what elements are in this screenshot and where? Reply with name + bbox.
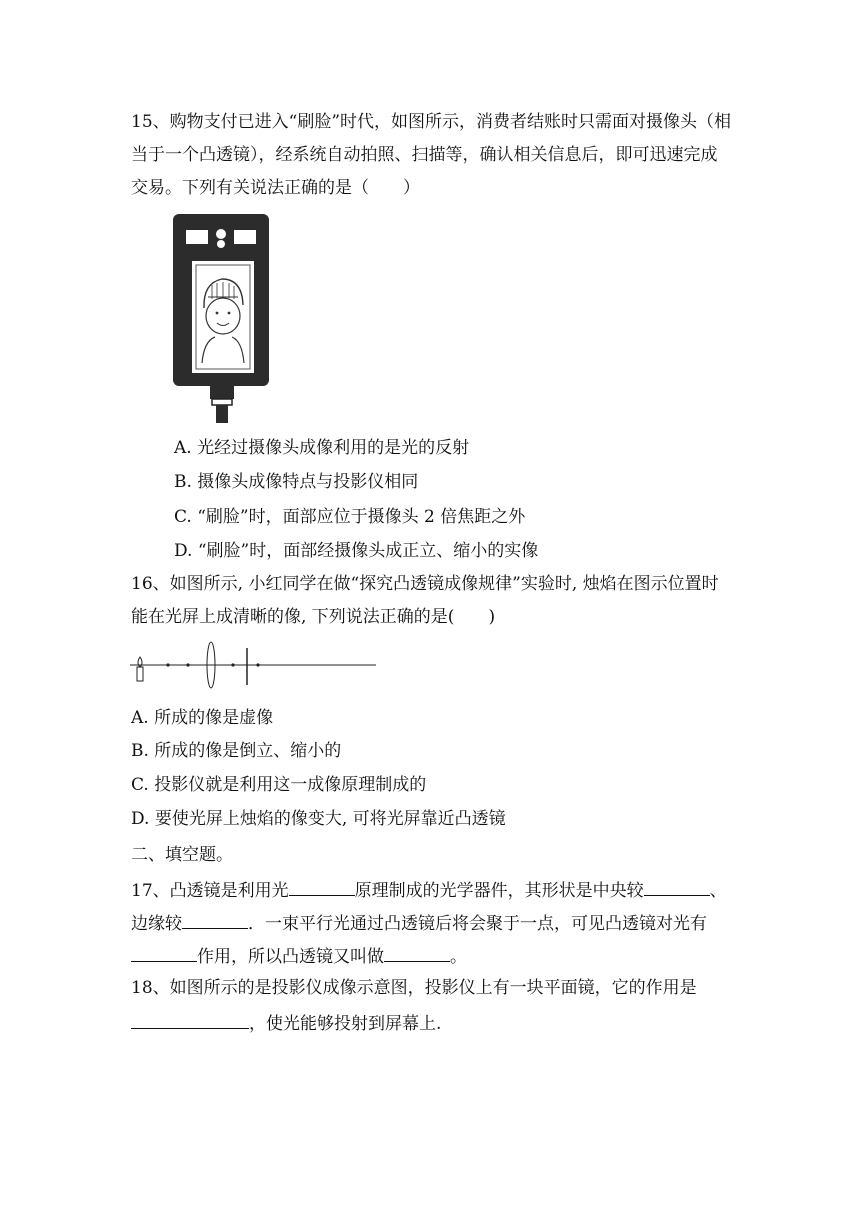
section-heading: 二、填空题。 (131, 845, 233, 865)
q15-option-c: C. “刷脸”时，面部应位于摄像头 2 倍焦距之外 (174, 507, 526, 527)
q15-stem-line-1: 15、购物支付已进入“刷脸”时代，如图所示，消费者结账时只需面对摄像头（相 (131, 112, 732, 132)
q16-stem-line-1: 16、如图所示, 小红同学在做“探究凸透镜成像规律”实验时, 烛焰在图示位置时 (131, 574, 719, 594)
q15-stem-line-2: 当于一个凸透镜），经系统自动拍照、扫描等，确认相关信息后，即可迅速完成 (131, 145, 718, 165)
answer-blank[interactable] (644, 877, 710, 896)
answer-blank[interactable] (131, 1010, 249, 1029)
q18-line-1: 18、如图所示的是投影仪成像示意图，投影仪上有一块平面镜，它的作用是 (131, 978, 697, 998)
answer-blank[interactable] (131, 943, 197, 962)
q16-option-c: C. 投影仪就是利用这一成像原理制成的 (131, 775, 427, 795)
q16-option-a: A. 所成的像是虚像 (131, 708, 274, 728)
answer-blank[interactable] (384, 943, 450, 962)
q16-stem-line-2: 能在光屏上成清晰的像, 下列说法正确的是( ) (131, 607, 496, 627)
q16-option-d: D. 要使光屏上烛焰的像变大, 可将光屏靠近凸透镜 (131, 809, 506, 829)
optical-bench-figure (128, 641, 378, 693)
q18-line-2: ，使光能够投射到屏幕上. (131, 1010, 441, 1036)
face-scan-camera-figure (172, 213, 272, 425)
q15-option-b: B. 摄像头成像特点与投影仪相同 (174, 472, 419, 492)
q15-stem-line-3: 交易。下列有关说法正确的是（ ） (131, 178, 420, 198)
q16-option-b: B. 所成的像是倒立、缩小的 (131, 741, 342, 761)
q17-line-2: 边缘较 ．一束平行光通过凸透镜后将会聚于一点，可见凸透镜对光有 (131, 910, 707, 936)
q17-line-3: 作用，所以凸透镜又叫做 。 (131, 943, 467, 969)
answer-blank[interactable] (182, 910, 248, 929)
q15-option-d: D. “刷脸”时，面部经摄像头成正立、缩小的实像 (174, 541, 539, 561)
q17-line-1: 17、凸透镜是利用光 原理制成的光学器件，其形状是中央较 、 (131, 877, 727, 903)
answer-blank[interactable] (289, 877, 355, 896)
q15-option-a: A. 光经过摄像头成像利用的是光的反射 (174, 438, 470, 458)
